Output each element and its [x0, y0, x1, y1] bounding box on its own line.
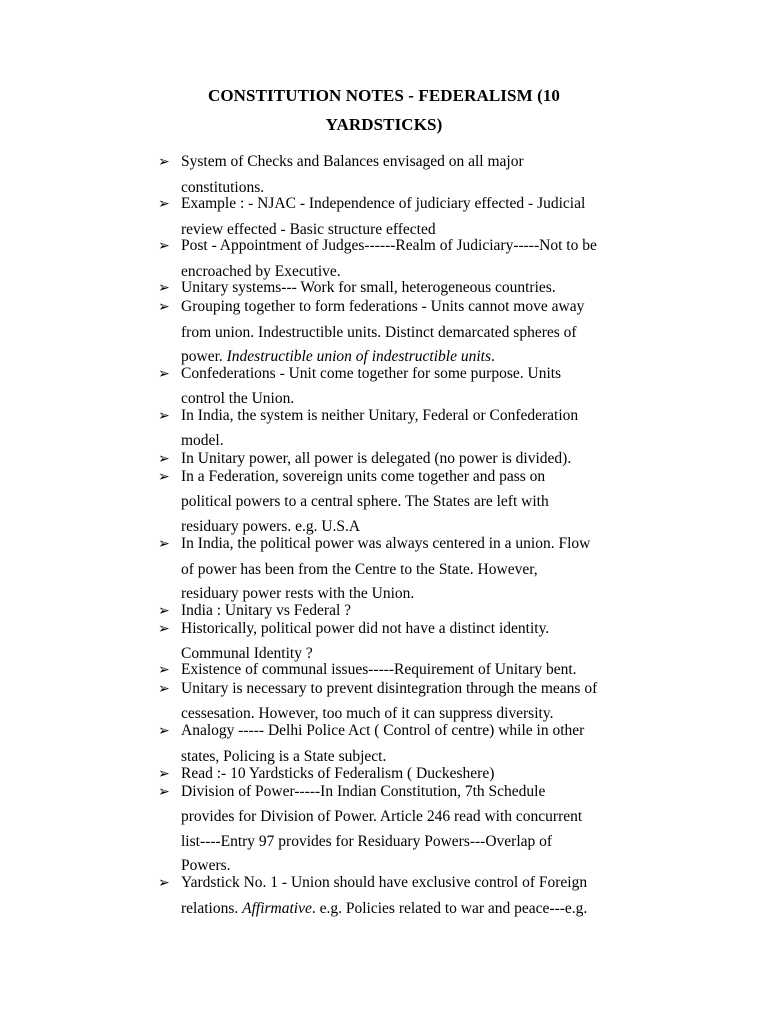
- item-12-line-2: Communal Identity ?: [181, 645, 313, 662]
- bullet-icon: ➢: [158, 621, 170, 637]
- item-17-line-4: Powers.: [181, 857, 231, 874]
- item-18-line-2: [181, 900, 587, 918]
- item-17-line-1: Division of Power-----In Indian Constitution, 7th Schedule: [181, 783, 546, 800]
- bullet-icon: ➢: [158, 408, 170, 424]
- item-5-italic-text: Indestructible union of indestructible units: [226, 348, 491, 365]
- bullet-icon: ➢: [158, 723, 170, 739]
- item-18-italic-text: Affirmative: [242, 900, 312, 917]
- item-1-line-2: constitutions.: [181, 179, 265, 196]
- item-3-line-2: encroached by Executive.: [181, 263, 341, 280]
- item-12-line-1: Historically, political power did not have a distinct identity.: [181, 620, 550, 637]
- item-18-line-2-text: relations.: [181, 900, 243, 917]
- bullet-icon: ➢: [158, 196, 170, 212]
- bullet-icon: ➢: [158, 681, 170, 697]
- item-5-line-3-suffix: .: [490, 348, 495, 365]
- item-5-line-1: Grouping together to form federations - Units cannot move away: [181, 298, 585, 315]
- bullet-icon: ➢: [158, 280, 170, 296]
- bullet-icon: ➢: [158, 662, 170, 678]
- bullet-icon: ➢: [158, 469, 170, 485]
- bullet-icon: ➢: [158, 536, 170, 552]
- item-4-line-1: Unitary systems--- Work for small, heterogeneous countries.: [181, 279, 556, 296]
- item-10-line-2: of power has been from the Centre to the State. However,: [181, 561, 538, 578]
- item-18-line-2-suffix: . e.g. Policies related to war and peace---e.g.: [311, 900, 588, 917]
- item-1-line-1: System of Checks and Balances envisaged on all major: [181, 153, 524, 170]
- item-17-line-3: list----Entry 97 provides for Residuary Powers---Overlap of: [181, 833, 553, 850]
- bullet-icon: ➢: [158, 784, 170, 800]
- item-14-line-2: cessesation. However, too much of it can suppress diversity.: [181, 705, 554, 722]
- bullet-icon: ➢: [158, 603, 170, 619]
- item-3-line-1: Post - Appointment of Judges------Realm of Judiciary-----Not to be: [181, 237, 597, 254]
- document-title-line-1: CONSTITUTION NOTES - FEDERALISM (10: [207, 86, 561, 105]
- item-18-line-1: Yardstick No. 1 - Union should have exclusive control of Foreign: [181, 874, 588, 891]
- item-16-line-1: Read :- 10 Yardsticks of Federalism ( Duckeshere): [181, 765, 495, 782]
- bullet-icon: ➢: [158, 875, 170, 891]
- item-10-line-1: In India, the political power was always centered in a union. Flow: [181, 535, 591, 552]
- item-5-line-3: [181, 348, 495, 366]
- item-5-line-2: from union. Indestructible units. Distinct demarcated spheres of: [181, 324, 577, 341]
- item-11-line-1: India : Unitary vs Federal ?: [181, 602, 352, 619]
- item-6-line-2: control the Union.: [181, 390, 295, 407]
- bullet-icon: ➢: [158, 238, 170, 254]
- item-2-line-1: Example : - NJAC - Independence of judiciary effected - Judicial: [181, 195, 586, 212]
- item-14-line-1: Unitary is necessary to prevent disintegration through the means of: [181, 680, 598, 697]
- item-9-line-3: residuary powers. e.g. U.S.A: [181, 518, 361, 535]
- item-17-line-2: provides for Division of Power. Article 246 read with concurrent: [181, 808, 583, 825]
- item-15-line-1: Analogy ----- Delhi Police Act ( Control of centre) while in other: [181, 722, 585, 739]
- bullet-icon: ➢: [158, 299, 170, 315]
- bullet-icon: ➢: [158, 366, 170, 382]
- bullet-icon: ➢: [158, 154, 170, 170]
- item-13-line-1: Existence of communal issues-----Requirement of Unitary bent.: [181, 661, 577, 678]
- item-10-line-3: residuary power rests with the Union.: [181, 585, 415, 602]
- bullet-icon: ➢: [158, 451, 170, 467]
- item-2-line-2: review effected - Basic structure effected: [181, 221, 436, 238]
- item-7-line-1: In India, the system is neither Unitary, Federal or Confederation: [181, 407, 579, 424]
- document-title-line-2: YARDSTICKS): [325, 115, 443, 134]
- item-6-line-1: Confederations - Unit come together for some purpose. Units: [181, 365, 562, 382]
- item-7-line-2: model.: [181, 432, 224, 449]
- item-9-line-2: political powers to a central sphere. The States are left with: [181, 493, 549, 510]
- item-9-line-1: In a Federation, sovereign units come together and pass on: [181, 468, 546, 485]
- bullet-icon: ➢: [158, 766, 170, 782]
- item-15-line-2: states, Policing is a State subject.: [181, 748, 387, 765]
- item-5-line-3-text: power.: [181, 348, 227, 365]
- item-8-line-1: In Unitary power, all power is delegated (no power is divided).: [181, 450, 572, 467]
